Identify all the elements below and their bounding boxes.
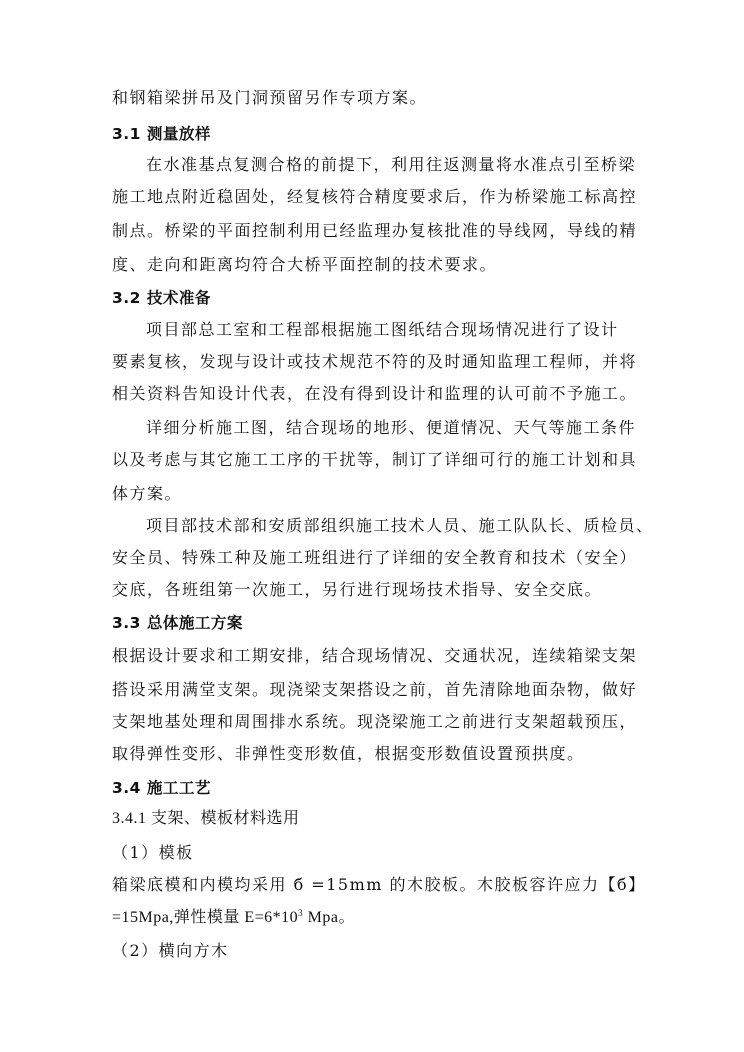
superscript-exponent: 3 — [298, 908, 304, 918]
paragraph-line: 在水准基点复测合格的前提下，利用往返测量将水准点引至桥梁 — [146, 155, 637, 174]
paragraph-line: 度、走向和距离均符合大桥平面控制的技术要求。 — [112, 255, 498, 274]
paragraph-line: 项目部技术部和安质部组织施工技术人员、施工队队长、质检员、 — [146, 516, 654, 535]
paragraph-line: 和钢箱梁拼吊及门洞预留另作专项方案。 — [112, 88, 428, 107]
section-heading-3-4: 3.4 施工工艺 — [112, 779, 211, 797]
paragraph-line: 箱梁底模和内模均采用 б =15mm 的木胶板。木胶板容许应力【б】 — [112, 875, 646, 894]
section-heading-3-1: 3.1 测量放样 — [112, 125, 211, 143]
modulus-unit: Mpa。 — [303, 909, 355, 926]
modulus-text: =15Mpa,弹性模量 E=6*10 — [112, 909, 299, 926]
paragraph-line: 施工地点附近稳固处，经复核符合精度要求后，作为桥梁施工标高控 — [112, 187, 638, 206]
section-heading-3-3: 3.3 总体施工方案 — [112, 614, 243, 632]
paragraph-line: 相关资料告知设计代表，在没有得到设计和监理的认可前不予施工。 — [112, 384, 638, 403]
paragraph-line: 安全员、特殊工种及施工班组进行了详细的安全教育和技术（安全） — [112, 548, 638, 567]
paragraph-line: 搭设采用满堂支架。现浇梁支架搭设之前，首先清除地面杂物，做好 — [112, 680, 638, 699]
paragraph-line: 取得弹性变形、非弹性变形数值，根据变形数值设置预拱度。 — [112, 744, 585, 763]
subsection-heading-3-4-1: 3.4.1 支架、模板材料选用 — [112, 810, 300, 827]
paragraph-line: 要素复核，发现与设计或技术规范不符的及时通知监理工程师，并将 — [112, 352, 638, 371]
paragraph-line: 根据设计要求和工期安排，结合现场情况、交通状况，连续箱梁支架 — [112, 646, 638, 665]
paragraph-line-with-superscript — [112, 908, 642, 928]
paragraph-line: 交底，各班组第一次施工，另行进行现场技术指导、安全交底。 — [112, 580, 603, 599]
paragraph-line: 制点。桥梁的平面控制利用已经监理办复核批准的导线网，导线的精 — [112, 221, 638, 240]
paragraph-line: 体方案。 — [112, 484, 183, 503]
item-heading-1: （1）模板 — [112, 843, 194, 862]
section-heading-3-2: 3.2 技术准备 — [112, 289, 211, 307]
paragraph-line: 详细分析施工图，结合现场的地形、便道情况、天气等施工条件 — [146, 418, 637, 437]
paragraph-line: 支架地基处理和周围排水系统。现浇梁施工之前进行支架超载预压， — [112, 712, 638, 731]
item-heading-2: （2）横向方木 — [112, 941, 229, 960]
paragraph-line: 以及考虑与其它施工工序的干扰等，制订了详细可行的施工计划和具 — [112, 450, 638, 469]
paragraph-line: 项目部总工室和工程部根据施工图纸结合现场情况进行了设计 — [146, 320, 619, 339]
